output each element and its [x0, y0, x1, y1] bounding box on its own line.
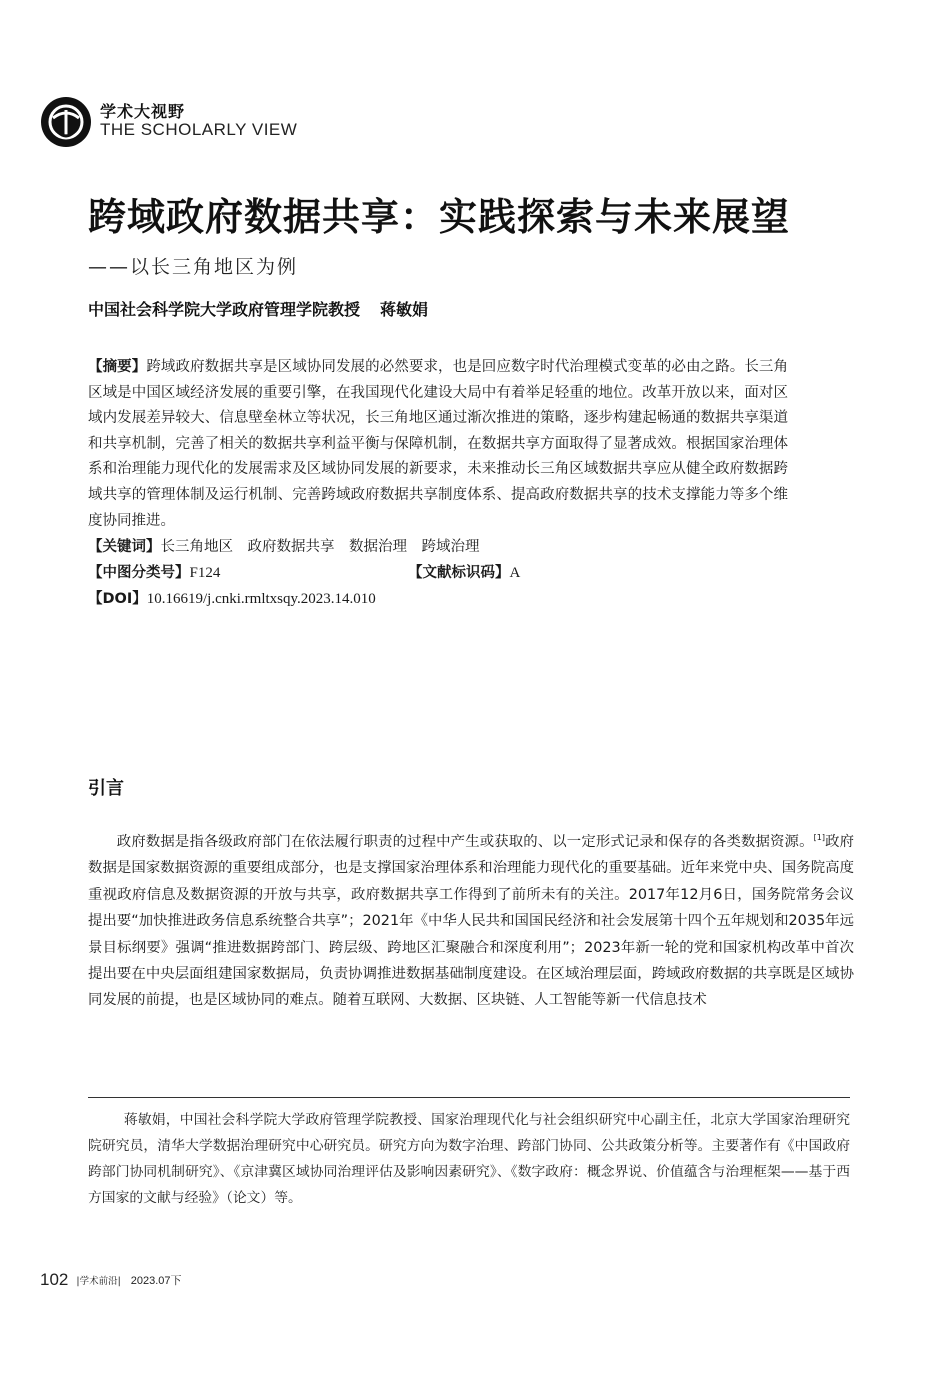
section-heading: 引言 [88, 778, 124, 799]
column-name-cn: 学术大视野 [100, 102, 186, 121]
doc-code [408, 560, 520, 586]
keywords-line [88, 534, 788, 560]
journal-name: |学术前沿| [76, 1276, 121, 1287]
issue-date: 2023.07下 [130, 1275, 182, 1287]
page-number: 102 [40, 1270, 69, 1289]
abstract [88, 355, 788, 534]
keywords-text: 长三角地区 政府数据共享 数据治理 跨域治理 [160, 539, 480, 556]
clc-label: 【中图分类号】 [88, 565, 190, 582]
classification-line [88, 560, 788, 586]
doi-label: 【DOI】 [88, 591, 147, 608]
doc-code-value: A [509, 565, 521, 582]
author-line [88, 297, 428, 320]
doc-code-label: 【文献标识码】 [408, 565, 510, 582]
body-text-part2: 政府数据是国家数据资源的重要组成部分，也是支撑国家治理体系和治理能力现代化的重要基础。近年来党中央、国务院高度重视政府信息及数据资源的开放与共享，政府数据共享工作得到了前所未有的关注。2017年12月6日，国务院常务会议提出要“加快推进政务信息系统整合共享”；2021年《中华人民共和国国民经济和社会发展第十四个五年规划和2035年远景目标纲要》强调“推进数据跨部门、跨层级、跨地区汇聚融合和深度利用”；2023年新一轮的党和国家机构改革中首次提出要在中央层面组建国家数据局，负责协调推进数据基础制度建设。在区域治理层面，跨域政府数据的共享既是区域协同发展的前提，也是区域协同的难点。随着互联网、大数据、区块链、人工智能等新一代信息技术 [88, 834, 854, 1009]
column-name-en: THE SCHOLARLY VIEW [100, 120, 298, 139]
author-name: 蒋敏娟 [380, 300, 429, 319]
reference-mark: [1] [813, 833, 825, 843]
column-header [40, 96, 440, 152]
doi-value: 10.16619/j.cnki.rmltxsqy.2023.14.010 [146, 591, 376, 608]
abstract-block [88, 355, 788, 612]
page-footer [40, 1270, 182, 1290]
abstract-label: 【摘要】 [88, 359, 147, 375]
doi-line [88, 586, 788, 612]
author-affiliation: 中国社会科学院大学政府管理学院教授 [88, 300, 361, 319]
author-footnote: 蒋敏娟，中国社会科学院大学政府管理学院教授、国家治理现代化与社会组织研究中心副主任，北京大学国家治理研究院研究员，清华大学数据治理研究中心研究员。研究方向为数字治理、跨部门协同、公共政策分析等。主要著作有《中国政府跨部门协同机制研究》、《京津冀区域协同治理评估及影响因素研究》、《数字政府：概念界说、价值蕴含与治理框架——基于西方国家的文献与经验》（论文）等。 [88, 1112, 850, 1206]
abstract-text: 跨域政府数据共享是区域协同发展的必然要求，也是回应数字时代治理模式变革的必由之路。长三角区域是中国区域经济发展的重要引擎，在我国现代化建设大局中有着举足轻重的地位。改革开放以来，面对区域内发展差异较大、信息壁垒林立等状况，长三角地区通过渐次推进的策略，逐步构建起畅通的数据共享渠道和共享机制，完善了相关的数据共享利益平衡与保障机制，在数据共享方面取得了显著成效。根据国家治理体系和治理能力现代化的发展需求及区域协同发展的新要求，未来推动长三角区域数据共享应从健全政府数据跨域共享的管理体制及运行机制、完善跨域政府数据共享制度体系、提高政府数据共享的技术支撑能力等多个维度协同推进。 [88, 359, 788, 529]
body-paragraph [88, 829, 854, 1014]
scholarly-view-logo-icon [40, 96, 92, 148]
keywords-label: 【关键词】 [88, 539, 161, 556]
body-text-part1: 政府数据是指各级政府部门在依法履行职责的过程中产生或获取的、以一定形式记录和保存的各类数据资源。 [116, 834, 814, 850]
footnote-divider [88, 1097, 850, 1098]
clc-value: F124 [189, 565, 221, 582]
article-title: 跨域政府数据共享：实践探索与未来展望 [88, 194, 791, 239]
article-subtitle: ——以长三角地区为例 [88, 256, 299, 278]
